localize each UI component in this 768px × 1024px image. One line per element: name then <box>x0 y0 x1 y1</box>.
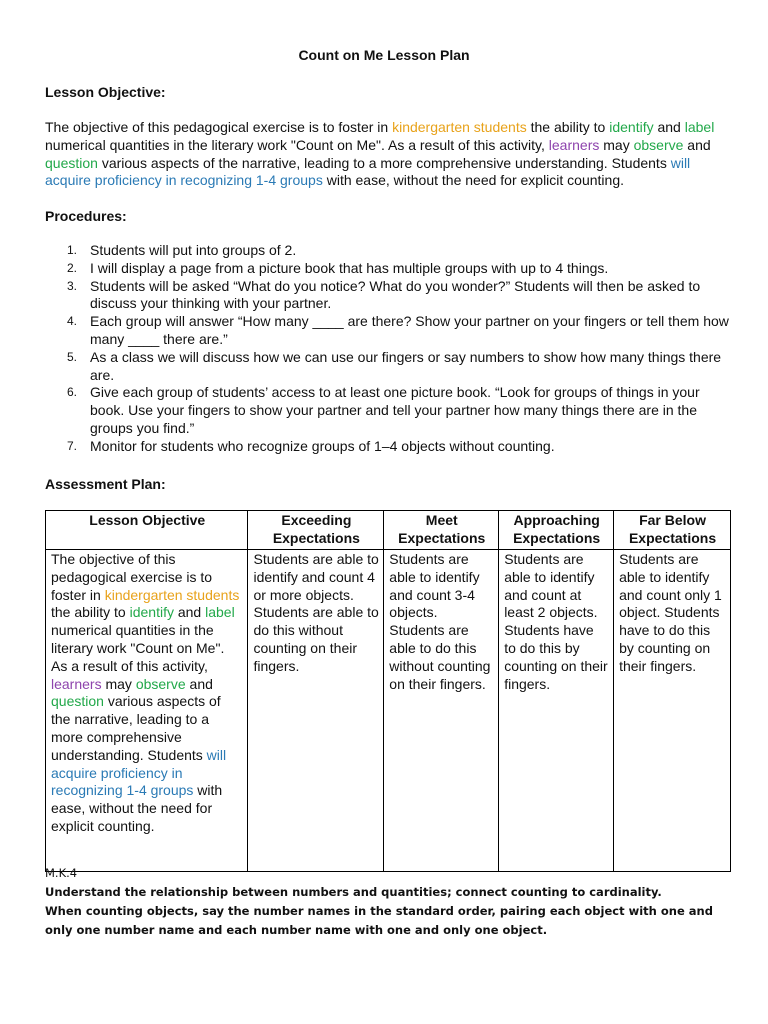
objective-text: with ease, without the need for explicit counting. <box>51 782 223 834</box>
objective-text: the ability to <box>51 604 130 621</box>
procedure-text: Give each group of students’ access to at least one picture book. “Look for groups of things in your book. Use your fingers to show your partner and tell your partner how many things there are in the groups you find.” <box>90 384 700 436</box>
highlight-question: question <box>45 154 98 171</box>
objective-text: various aspects of the narrative, leading to a more comprehensive understanding. Students <box>97 154 671 171</box>
highlight-kindergarten: kindergarten students <box>392 119 527 135</box>
objective-text: numerical quantities in the literary work "Count on Me". As a result of this activity, <box>45 136 549 153</box>
header-meet: Meet Expectations <box>384 511 499 550</box>
header-far-below: Far Below Expectations <box>614 511 731 550</box>
header-approaching: Approaching Expectations <box>499 511 614 550</box>
procedure-text: I will display a page from a picture book that has multiple groups with up to 4 things. <box>90 259 609 276</box>
objective-text: The objective of this pedagogical exercise is to foster in <box>45 119 393 135</box>
objective-text: and <box>173 604 206 621</box>
procedure-number: 2. <box>67 260 78 275</box>
standard-block <box>45 864 735 940</box>
procedure-number: 3. <box>67 278 78 293</box>
procedure-number: 4. <box>67 314 78 329</box>
objective-text: with ease, without the need for explicit counting. <box>322 172 625 189</box>
procedure-number: 7. <box>67 438 78 453</box>
objective-heading: Lesson Objective: <box>45 84 166 100</box>
highlight-proficiency: will acquire proficiency in recognizing 1-4 groups <box>51 746 227 799</box>
cell-approaching: Students are able to identify and count at least 2 objects. Students have to do this by counting on their fingers. <box>499 550 614 872</box>
highlight-question: question <box>51 693 104 710</box>
table-row <box>46 550 731 872</box>
table-header-row <box>46 511 731 550</box>
header-lesson-objective: Lesson Objective <box>46 511 248 550</box>
header-exceeding: Exceeding Expectations <box>248 511 384 550</box>
procedure-text: Students will be asked “What do you notice? What do you wonder?” Students will then be asked to discuss your thinking with your partner. <box>90 277 701 312</box>
cell-exceeding: Students are able to identify and count 4 or more objects. Students are able to do this without counting on their fingers. <box>248 550 384 872</box>
procedure-number: 1. <box>67 243 78 257</box>
cell-meet: Students are able to identify and count 3-4 objects. Students are able to do this without counting on their fingers. <box>384 550 499 872</box>
highlight-identify: identify <box>609 119 654 135</box>
objective-text: and <box>683 136 711 153</box>
objective-paragraph <box>45 119 725 190</box>
objective-text: various aspects of the narrative, leading to a more comprehensive understanding. Students <box>51 693 221 763</box>
procedures-list <box>45 242 735 456</box>
assessment-table <box>45 510 731 872</box>
highlight-label: label <box>205 604 235 621</box>
objective-text: and <box>185 675 213 692</box>
highlight-observe: observe <box>135 675 186 692</box>
highlight-observe: observe <box>633 136 684 153</box>
procedure-text: As a class we will discuss how we can use our fingers or say numbers to show how many things there are. <box>90 348 722 383</box>
objective-text: numerical quantities in the literary work "Count on Me". As a result of this activity, <box>51 622 225 674</box>
procedure-text: Each group will answer “How many ____ are there? Show your partner on your fingers or tell them how many ____ there are.” <box>90 313 729 347</box>
cell-far-below: Students are able to identify and count only 1 object. Students have to do this by counting on their fingers. <box>614 550 731 872</box>
procedures-heading: Procedures: <box>45 208 127 224</box>
assessment-heading: Assessment Plan: <box>45 476 166 492</box>
highlight-proficiency: will acquire proficiency in recognizing 1-4 groups <box>45 154 691 189</box>
objective-text: The objective of this pedagogical exercise is to foster in <box>51 551 213 603</box>
cell-lesson-objective <box>46 550 248 872</box>
highlight-label: label <box>684 119 715 135</box>
highlight-learners: learners <box>548 136 600 153</box>
objective-text: and <box>653 119 685 135</box>
objective-text: the ability to <box>526 119 610 135</box>
objective-text: may <box>599 136 634 153</box>
procedure-number: 6. <box>67 385 78 400</box>
procedure-item <box>45 278 735 314</box>
standard-line: When counting objects, say the number names in the standard order, pairing each object with one and only one number name and each number name with one and only one object. <box>45 904 713 937</box>
standard-line: Understand the relationship between numbers and quantities; connect counting to cardinality. <box>45 885 662 899</box>
procedure-item <box>45 242 735 260</box>
highlight-kindergarten: kindergarten students <box>104 586 240 603</box>
procedure-text: Students will put into groups of 2. <box>90 242 297 258</box>
procedure-number: 5. <box>67 349 78 364</box>
procedure-item <box>45 384 735 437</box>
highlight-identify: identify <box>129 604 174 621</box>
procedure-item <box>45 349 735 385</box>
highlight-learners: learners <box>51 675 102 692</box>
procedure-item <box>45 260 735 278</box>
procedure-item <box>45 313 735 349</box>
page-title: Count on Me Lesson Plan <box>298 47 470 63</box>
procedure-text: Monitor for students who recognize groups of 1–4 objects without counting. <box>90 437 555 454</box>
objective-text: may <box>101 675 136 692</box>
standard-code: M.K.4 <box>45 866 78 880</box>
procedure-item <box>45 438 735 456</box>
